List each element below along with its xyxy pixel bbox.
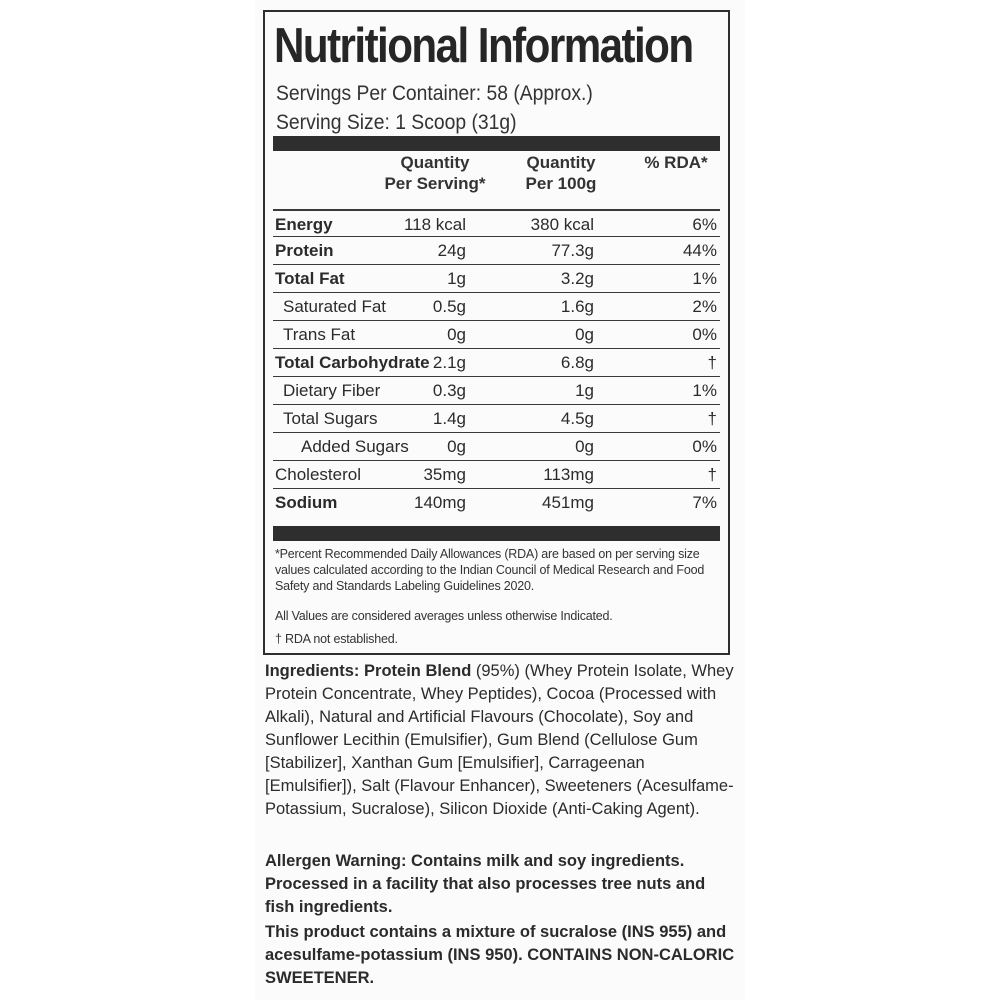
nutrient-row-added-sugars (273, 433, 720, 461)
ingredients-text (265, 660, 735, 821)
per-100g-value: 77.3g (551, 241, 594, 260)
per-serving-value: 0g (447, 325, 466, 344)
column-header-rda: % RDA* (644, 153, 708, 172)
nutrient-row-protein (273, 237, 720, 265)
nutrient-row-sodium (273, 489, 720, 517)
rda-value: 2% (692, 297, 717, 316)
nutrient-name: Trans Fat (283, 325, 356, 344)
nutrient-row-trans-fat (273, 321, 720, 349)
per-serving-value: 0.3g (432, 381, 466, 400)
ingredients-list: (95%) (Whey Protein Isolate, Whey Protein Concentrate, Whey Peptides), Cocoa (Processed with Alkali), Natural and Artificial Flavours (Chocolate), Soy and Sunflower Lecithin (Emulsifier), Gum Blend (Cellulose Gum [Stabilizer], Xanthan Gum [Emulsifier], Carrageenan [Emulsifier]), Salt (Flavour Enhancer), Sweeteners (Acesulfame-Potassium, Sucralose), Silicon Dioxide (Anti-Caking Agent). (265, 662, 734, 818)
per-100g-value: 3.2g (560, 269, 594, 288)
per-serving-value: 2.1g (432, 353, 466, 372)
bottom-divider-bar (273, 526, 720, 541)
per-serving-value: 24g (437, 241, 466, 260)
per-100g-value: 6.8g (560, 353, 594, 372)
sweetener-note: This product contains a mixture of sucralose (INS 955) and acesulfame-potassium (INS 950). CONTAINS NON-CALORIC SWEETENER. (265, 923, 735, 987)
rda-value: † (707, 353, 717, 372)
ingredients-label: Ingredients: (265, 662, 360, 680)
per-serving-value: 1g (447, 269, 466, 288)
per-serving-value: 1.4g (432, 409, 466, 428)
nutrient-name: Total Sugars (283, 409, 378, 428)
per-100g-value: 0g (575, 437, 594, 456)
allergen-warning: Allergen Warning: Contains milk and soy ingredients. Processed in a facility that also processes tree nuts and fish ingredients. (265, 852, 706, 916)
rda-value: 6% (692, 215, 717, 234)
ingredients-blend-name: Protein Blend (364, 662, 472, 680)
per-100g-value: 380 kcal (530, 215, 594, 234)
nutrient-name: Saturated Fat (283, 297, 387, 316)
rda-value: 0% (692, 437, 717, 456)
per-100g-value: 113mg (543, 465, 594, 484)
rda-value: † (707, 465, 717, 484)
servings-per-container: Servings Per Container: 58 (Approx.) (276, 82, 593, 105)
per-100g-value: 451mg (542, 493, 594, 512)
nutrient-row-total-carbohydrate (273, 349, 720, 377)
column-header-per-serving: Quantity Per Serving* (384, 153, 486, 193)
averages-footnote: All Values are considered averages unless otherwise Indicated. (275, 609, 613, 623)
nutrient-row-cholesterol (273, 461, 720, 489)
nutrient-name: Total Fat (275, 269, 345, 288)
rda-value: 1% (692, 381, 717, 400)
per-100g-value: 4.5g (560, 409, 594, 428)
rda-footnote: *Percent Recommended Daily Allowances (RDA) are based on per serving size values calculated according to the Indian Council of Medical Research and Food Safety and Standards Labeling Guidelines 2020. (275, 547, 705, 593)
panel-title: Nutritional Information (274, 19, 693, 73)
per-100g-value: 1g (575, 381, 594, 400)
nutrient-row-total-sugars (273, 405, 720, 433)
nutrient-name: Dietary Fiber (283, 381, 381, 400)
per-100g-value: 0g (575, 325, 594, 344)
rda-value: 1% (692, 269, 717, 288)
nutrient-name: Sodium (275, 493, 338, 512)
per-serving-value: 118 kcal (403, 215, 466, 234)
rda-value: † (707, 409, 717, 428)
per-serving-value: 0g (447, 437, 466, 456)
per-100g-value: 1.6g (560, 297, 594, 316)
nutrient-row-saturated-fat (273, 293, 720, 321)
nutrient-row-dietary-fiber (273, 377, 720, 405)
rda-value: 7% (692, 493, 717, 512)
nutrition-facts-panel (263, 10, 730, 655)
nutrient-name: Protein (275, 241, 334, 260)
nutrient-row-total-fat (273, 265, 720, 293)
nutrient-name: Cholesterol (275, 465, 361, 484)
per-serving-value: 140mg (414, 493, 466, 512)
rda-value: 44% (682, 241, 717, 260)
nutrient-name: Total Carbohydrate (275, 353, 430, 372)
per-serving-value: 0.5g (432, 297, 466, 316)
per-serving-value: 35mg (423, 465, 466, 484)
dagger-footnote: † RDA not established. (275, 632, 398, 646)
column-header-per-100g: Quantity Per 100g (525, 153, 597, 193)
serving-size: Serving Size: 1 Scoop (31g) (276, 111, 517, 134)
rda-value: 0% (692, 325, 717, 344)
nutrient-row-energy (273, 209, 720, 237)
top-divider-bar (273, 136, 720, 151)
nutrient-name: Energy (275, 215, 333, 234)
nutrient-name: Added Sugars (301, 437, 409, 456)
